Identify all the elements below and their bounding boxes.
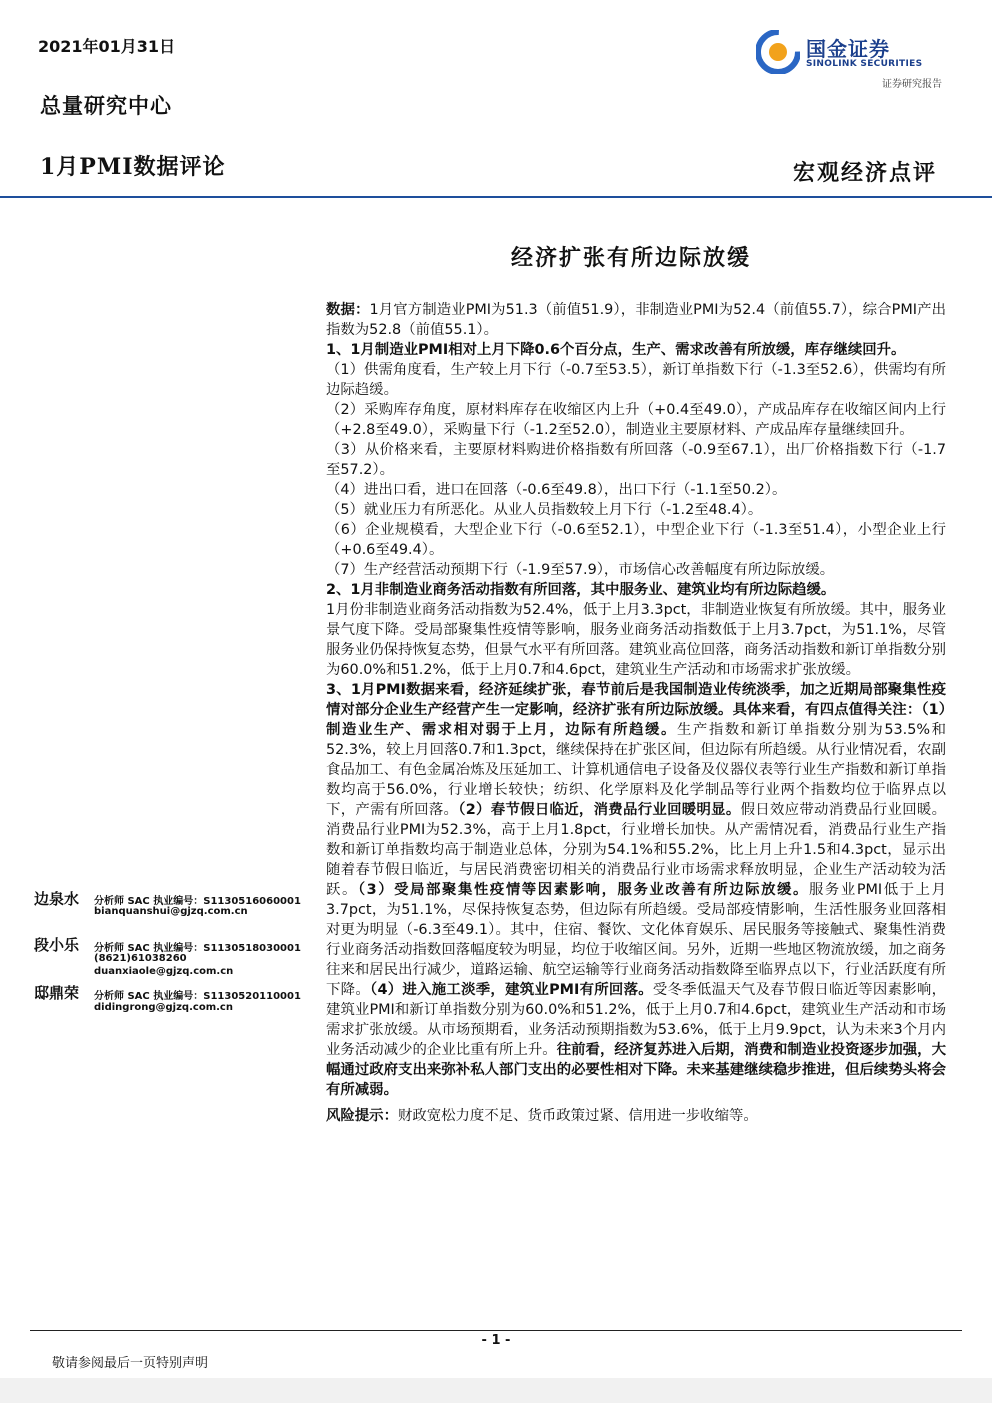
report-headline: 经济扩张有所边际放缓	[510, 245, 751, 271]
section-1-heading: 1、1月制造业PMI相对上月下降0.6个百分点，生产、需求改善有所放缓，库存继续回升。	[326, 342, 906, 358]
footer-divider	[30, 1330, 962, 1331]
section-1-item: （2）采购库存角度，原材料库存在收缩区内上升（+0.4至49.0），产成品库存在收缩区间内上行（+2.8至49.0），采购量下行（-1.2至52.0），制造业主要原材料、产成品库存量继续回升。	[326, 402, 946, 438]
report-category: 宏观经济点评	[792, 160, 937, 186]
footer-disclaimer: 敬请参阅最后一页特别声明	[52, 1356, 209, 1371]
section-1-item: （7）生产经营活动预期下行（-1.9至57.9），市场信心改善幅度有所边际放缓。	[326, 562, 835, 578]
section-1-item: （3）从价格来看，主要原材料购进价格指数有所回落（-0.9至67.1），出厂价格指数下行（-1.7至57.2）。	[326, 442, 946, 478]
analyst-card	[34, 982, 324, 1022]
sinolink-logo-icon	[756, 30, 800, 74]
section-3-paragraph	[326, 680, 946, 1100]
section-2-text: 1月份非制造业商务活动指数为52.4%，低于上月3.3pct，非制造业恢复有所放缓。其中，服务业景气度下降。受局部聚集性疫情等影响，服务业商务活动指数低于上月3.7pct，为51.1%，尽管服务业仍保持恢复态势，但景气水平有所回落。建筑业高位回落，商务活动指数和新订单指数分别为60.0%和51.2%，低于上月0.7和4.6pct，建筑业生产活动和市场需求扩张放缓。	[326, 602, 946, 678]
bottom-band	[0, 1378, 992, 1403]
section-3-text-2: 假日效应带动消费品行业回暖。消费品行业PMI为52.3%，高于上月1.8pct，行业增长加快。从产需情况看，消费品行业生产指数和新订单指数均高于制造业总体，分别为54.1%和55.2%，比上月上升1.5和4.3pct，显示出随着春节假日临近，与居民消费密切相关的消费品行业市场需求释放明显，企业生产活动较为活跃。	[326, 802, 946, 898]
report-body	[326, 300, 946, 1126]
section-3-point-2: （2）春节假日临近，消费品行业回暖明显。	[458, 802, 741, 818]
analyst-email[interactable]: bianquanshui@gjzq.com.cn	[94, 906, 248, 917]
report-date: 2021年01月31日	[38, 37, 176, 56]
logo-name-en: SINOLINK SECURITIES	[806, 59, 923, 69]
data-text: 1月官方制造业PMI为51.3（前值51.9），非制造业PMI为52.4（前值55.7），综合PMI产出指数为52.8（前值55.1）。	[326, 302, 946, 338]
risk-text: 财政宽松力度不足、货币政策过紧、信用进一步收缩等。	[397, 1108, 758, 1124]
section-3-text-3: 服务业PMI低于上月3.7pct，为51.1%，尽保持恢复态势，但边际有所趋缓。受局部疫情影响，生活性服务业回落相对更为明显（-6.3至49.1）。其中，住宿、餐饮、文化体育娱乐、居民服务等接触式、聚集性消费行业商务活动指数回落幅度较为明显，均位于收缩区间。另外，近期一些地区物流放缓，加之商务往来和居民出行减少，道路运输、航空运输等行业商务活动指数降至临界点以下，行业活跃度有所下降。	[326, 882, 946, 998]
section-3-heading: 3、1月PMI数据来看，经济延续扩张，春节前后是我国制造业传统淡季，加之近期局部聚集性疫情对部分企业生产经营产生一定影响，经济扩张有所边际放缓。具体来看，有四点值得关注：（1）制造业生产、需求相对弱于上月，边际有所趋缓。	[326, 682, 946, 738]
analyst-sac-id: 分析师 SAC 执业编号：S1130520110001	[94, 991, 301, 1002]
analyst-email[interactable]: duanxiaole@gjzq.com.cn	[94, 966, 234, 977]
logo-name-cn: 国金证券	[806, 37, 890, 61]
data-label: 数据：	[326, 302, 370, 318]
header-divider	[0, 196, 992, 198]
section-3-point-3: （3）受局部聚集性疫情等因素影响，服务业改善有所边际放缓。	[357, 882, 809, 898]
analyst-email[interactable]: didingrong@gjzq.com.cn	[94, 1002, 233, 1013]
section-3-outlook: 往前看，经济复苏进入后期，消费和制造业投资逐步加强，大幅通过政府支出来弥补私人部门支出的必要性相对下降。未来基建继续稳步推进，但后续势头将会有所减弱。	[326, 1042, 946, 1098]
analyst-sac-id: 分析师 SAC 执业编号：S1130516060001	[94, 896, 301, 907]
section-1-item: （6）企业规模看，大型企业下行（-0.6至52.1），中型企业下行（-1.3至51.4），小型企业上行（+0.6至49.4）。	[326, 522, 946, 558]
risk-label: 风险提示：	[326, 1108, 398, 1124]
section-3-point-4: （4）进入施工淡季，建筑业PMI有所回落。	[370, 982, 653, 998]
analyst-sac-id: 分析师 SAC 执业编号：S1130518030001	[94, 943, 301, 954]
page-number: - 1 -	[481, 1333, 511, 1348]
section-3-text-1: 生产指数和新订单指数分别为53.5%和52.3%，较上月回落0.7和1.3pct，继续保持在扩张区间，但边际有所趋缓。从行业情况看，农副食品加工、有色金属冶炼及压延加工、计算机通信电子设备及仪器仪表等行业生产指数和新订单指数均高于56.0%，行业增长较快；纺织、化学原料及化学制品等行业两个指数均位于临界点以下，产需有所回落。	[326, 722, 946, 818]
logo-subtitle: 证券研究报告	[882, 79, 942, 90]
section-1-item: （1）供需角度看，生产较上月下行（-0.7至53.5），新订单指数下行（-1.3至52.6），供需均有所边际趋缓。	[326, 362, 946, 398]
department-name: 总量研究中心	[40, 93, 172, 118]
analyst-name: 邸鼎荣	[34, 984, 80, 1002]
section-1-item: （4）进出口看，进口在回落（-0.6至49.8），出口下行（-1.1至50.2）。	[326, 482, 787, 498]
risk-paragraph	[326, 1106, 946, 1126]
section-3-text-4: 受冬季低温天气及春节假日临近等因素影响，建筑业PMI和新订单指数分别为60.0%和51.2%，低于上月0.7和4.6pct，建筑业生产活动和市场需求扩张放缓。从市场预期看，业务活动预期指数为53.6%，低于上月9.9pct，认为未来3个月内业务活动减少的企业比重有所上升。	[326, 982, 946, 1058]
analyst-phone: (8621)61038260	[94, 953, 187, 964]
analyst-card	[34, 888, 324, 928]
sinolink-logo	[756, 28, 946, 90]
data-paragraph	[326, 300, 946, 340]
analyst-card	[34, 934, 324, 984]
section-1-item: （5）就业压力有所恶化。从业人员指数较上月下行（-1.2至48.4）。	[326, 502, 763, 518]
analyst-name: 段小乐	[34, 936, 80, 954]
analyst-name: 边泉水	[34, 890, 80, 908]
section-2-heading: 2、1月非制造业商务活动指数有所回落，其中服务业、建筑业均有所边际趋缓。	[326, 582, 836, 598]
report-title: 1月PMI数据评论	[40, 154, 226, 180]
